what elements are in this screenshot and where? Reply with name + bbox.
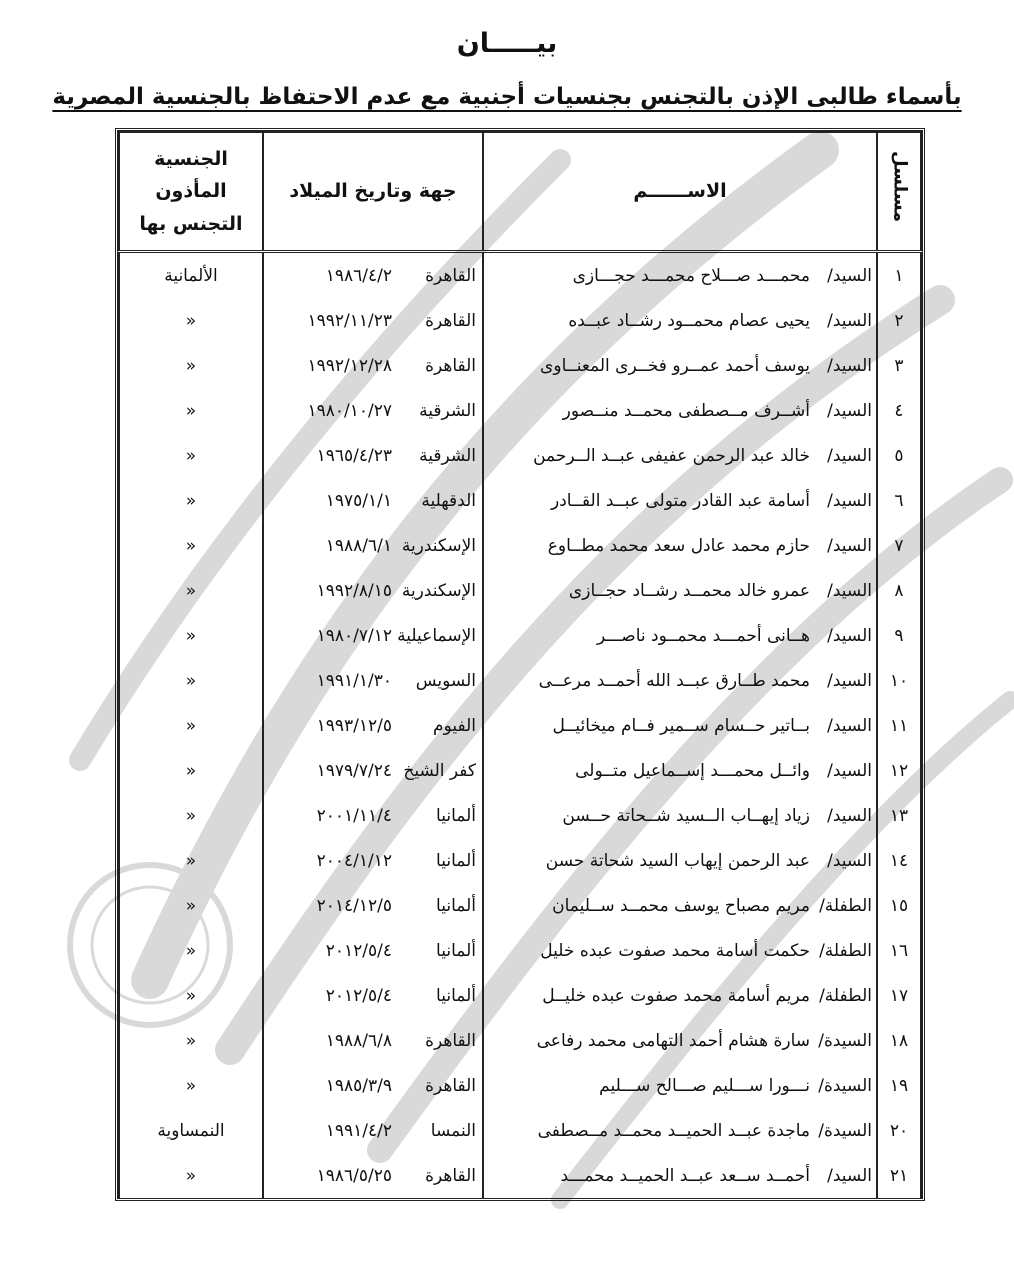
row-honorific: السيد/: [827, 850, 872, 871]
row-birth-date: ١٩٨٠/١٠/٢٧: [307, 400, 392, 421]
applicants-table: [115, 128, 925, 1201]
row-place-date-cell: [263, 252, 483, 299]
row-honorific: السيد/: [827, 670, 872, 691]
row-name: أحمــد ســعد عبــد الحميــد محمـــد: [560, 1165, 810, 1186]
row-honorific: السيد/: [827, 445, 872, 466]
row-place-date-cell: [263, 1063, 483, 1108]
row-name-cell: [483, 252, 877, 299]
row-place-date-cell: [263, 793, 483, 838]
row-honorific: السيد/: [827, 625, 872, 646]
row-honorific: السيد/: [827, 490, 872, 511]
row-birth-place: الإسكندرية: [401, 535, 476, 556]
row-birth-place: القاهرة: [425, 355, 476, 376]
table-header-row: [119, 132, 921, 252]
row-name: بــاتير حــسام ســمير فــام ميخائيــل: [552, 715, 810, 736]
row-place-date-cell: [263, 658, 483, 703]
row-name-cell: [483, 748, 877, 793]
table-row: [119, 703, 921, 748]
row-birth-date: ١٩٨٦/٤/٢: [325, 265, 392, 286]
row-birth-date: ١٩٩٢/١٢/٢٨: [307, 355, 392, 376]
row-serial: ٣: [877, 343, 921, 388]
row-serial: ١٥: [877, 883, 921, 928]
row-birth-date: ٢٠١٢/٥/٤: [325, 985, 392, 1006]
row-birth-date: ١٩٧٩/٧/٢٤: [316, 760, 392, 781]
row-nationality: «: [119, 658, 263, 703]
row-birth-date: ١٩٨٠/٧/١٢: [316, 625, 392, 646]
row-nationality: «: [119, 433, 263, 478]
row-nationality: «: [119, 1063, 263, 1108]
row-birth-date: ١٩٦٥/٤/٢٣: [316, 445, 392, 466]
row-place-date-cell: [263, 568, 483, 613]
row-serial: ١١: [877, 703, 921, 748]
row-birth-date: ٢٠٠٤/١/١٢: [316, 850, 392, 871]
table-row: [119, 883, 921, 928]
row-nationality: «: [119, 613, 263, 658]
row-nationality: «: [119, 343, 263, 388]
row-serial: ١٤: [877, 838, 921, 883]
row-birth-place: الدقهلية: [421, 490, 476, 511]
header-nationality: الجنسية المأذون التجنس بها: [119, 132, 263, 252]
row-birth-date: ١٩٨٨/٦/١: [325, 535, 392, 556]
row-place-date-cell: [263, 973, 483, 1018]
row-serial: ١: [877, 252, 921, 299]
row-serial: ٨: [877, 568, 921, 613]
row-name-cell: [483, 973, 877, 1018]
row-birth-date: ١٩٨٥/٣/٩: [325, 1075, 392, 1096]
table-row: [119, 1063, 921, 1108]
table-row: [119, 252, 921, 299]
row-name: حكمت أسامة محمد صفوت عبده خليل: [540, 940, 810, 961]
row-nationality: «: [119, 928, 263, 973]
row-place-date-cell: [263, 433, 483, 478]
row-place-date-cell: [263, 703, 483, 748]
row-nationality: «: [119, 388, 263, 433]
row-honorific: السيدة/: [818, 1120, 872, 1141]
row-nationality: «: [119, 838, 263, 883]
row-name: مريم أسامة محمد صفوت عبده خليــل: [542, 985, 810, 1006]
row-nationality: «: [119, 298, 263, 343]
row-birth-date: ١٩٩٢/١١/٢٣: [307, 310, 392, 331]
row-name-cell: [483, 928, 877, 973]
row-birth-place: القاهرة: [425, 1165, 476, 1186]
row-place-date-cell: [263, 1018, 483, 1063]
row-birth-place: ألمانيا: [436, 850, 476, 871]
row-birth-date: ١٩٩٣/١٢/٥: [316, 715, 392, 736]
row-serial: ٩: [877, 613, 921, 658]
row-honorific: السيدة/: [818, 1030, 872, 1051]
row-name-cell: [483, 793, 877, 838]
table-row: [119, 523, 921, 568]
row-name: أسامة عبد القادر متولى عبــد القــادر: [551, 490, 810, 511]
row-name: عبد الرحمن إيهاب السيد شحاتة حسن: [545, 850, 810, 871]
row-place-date-cell: [263, 1153, 483, 1198]
row-nationality: «: [119, 478, 263, 523]
row-place-date-cell: [263, 298, 483, 343]
row-place-date-cell: [263, 478, 483, 523]
row-serial: ٥: [877, 433, 921, 478]
row-birth-place: الشرقية: [419, 445, 476, 466]
table-row: [119, 1108, 921, 1153]
row-name-cell: [483, 703, 877, 748]
row-honorific: السيد/: [827, 265, 872, 286]
row-nationality: «: [119, 568, 263, 613]
row-birth-date: ١٩٨٨/٦/٨: [325, 1030, 392, 1051]
row-honorific: السيد/: [827, 535, 872, 556]
table-row: [119, 1153, 921, 1198]
row-serial: ٢١: [877, 1153, 921, 1198]
row-nationality: الألمانية: [119, 252, 263, 299]
row-name: محمد طــارق عبــد الله أحمــد مرعــى: [538, 670, 810, 691]
row-name-cell: [483, 433, 877, 478]
row-name-cell: [483, 523, 877, 568]
row-name-cell: [483, 1153, 877, 1198]
row-name-cell: [483, 658, 877, 703]
table-row: [119, 433, 921, 478]
row-birth-place: الإسماعيلية: [397, 625, 476, 646]
table-row: [119, 343, 921, 388]
row-honorific: السيد/: [827, 310, 872, 331]
row-birth-place: ألمانيا: [436, 895, 476, 916]
header-place-date: جهة وتاريخ الميلاد: [263, 132, 483, 252]
row-serial: ٧: [877, 523, 921, 568]
row-birth-date: ٢٠٠١/١١/٤: [316, 805, 392, 826]
row-serial: ١٠: [877, 658, 921, 703]
row-place-date-cell: [263, 838, 483, 883]
row-place-date-cell: [263, 523, 483, 568]
row-birth-place: الفيوم: [433, 715, 476, 736]
table-row: [119, 928, 921, 973]
row-birth-place: القاهرة: [425, 265, 476, 286]
table-row: [119, 388, 921, 433]
row-place-date-cell: [263, 613, 483, 658]
row-place-date-cell: [263, 883, 483, 928]
row-name-cell: [483, 298, 877, 343]
row-place-date-cell: [263, 1108, 483, 1153]
row-nationality: «: [119, 1153, 263, 1198]
table-row: [119, 478, 921, 523]
table-row: [119, 298, 921, 343]
row-birth-place: الشرقية: [419, 400, 476, 421]
row-birth-date: ٢٠١٤/١٢/٥: [316, 895, 392, 916]
row-name-cell: [483, 1018, 877, 1063]
row-name-cell: [483, 478, 877, 523]
row-name: نـــورا ســـليم صـــالح ســـليم: [599, 1075, 810, 1096]
row-honorific: السيد/: [827, 355, 872, 376]
row-name-cell: [483, 388, 877, 433]
row-name: زياد إيهــاب الــسيد شــحاتة حــسن: [562, 805, 810, 826]
row-birth-place: النمسا: [430, 1120, 476, 1141]
row-birth-date: ١٩٩١/٤/٢: [325, 1120, 392, 1141]
row-name-cell: [483, 1108, 877, 1153]
table-row: [119, 838, 921, 883]
row-birth-date: ٢٠١٢/٥/٤: [325, 940, 392, 961]
row-honorific: السيد/: [827, 580, 872, 601]
row-birth-date: ١٩٩١/١/٣٠: [316, 670, 392, 691]
row-name: عمرو خالد محمــد رشــاد حجــازى: [568, 580, 810, 601]
header-serial: مسلسل: [877, 132, 921, 252]
row-birth-place: الإسكندرية: [401, 580, 476, 601]
row-nationality: «: [119, 748, 263, 793]
row-place-date-cell: [263, 748, 483, 793]
table-row: [119, 613, 921, 658]
row-serial: ١٧: [877, 973, 921, 1018]
row-serial: ٤: [877, 388, 921, 433]
row-honorific: الطفلة/: [819, 895, 872, 916]
row-nationality: «: [119, 973, 263, 1018]
row-serial: ١٦: [877, 928, 921, 973]
row-serial: ٢: [877, 298, 921, 343]
row-nationality: «: [119, 523, 263, 568]
row-name-cell: [483, 613, 877, 658]
row-serial: ٢٠: [877, 1108, 921, 1153]
row-serial: ١٢: [877, 748, 921, 793]
row-birth-place: السويس: [415, 670, 476, 691]
row-honorific: السيد/: [827, 760, 872, 781]
row-nationality: النمساوية: [119, 1108, 263, 1153]
row-name: يحيى عصام محمــود رشــاد عبــده: [568, 310, 810, 331]
row-name: محمـــد صـــلاح محمـــد حجـــازى: [572, 265, 810, 286]
row-name: أشــرف مــصطفى محمــد منــصور: [562, 400, 810, 421]
row-birth-place: ألمانيا: [436, 985, 476, 1006]
row-nationality: «: [119, 883, 263, 928]
row-name-cell: [483, 343, 877, 388]
row-serial: ٦: [877, 478, 921, 523]
page-title: بيـــــان: [456, 28, 558, 59]
row-place-date-cell: [263, 388, 483, 433]
row-name-cell: [483, 883, 877, 928]
row-honorific: السيد/: [827, 400, 872, 421]
row-birth-place: القاهرة: [425, 310, 476, 331]
row-birth-place: كفر الشيخ: [403, 760, 476, 781]
row-nationality: «: [119, 793, 263, 838]
row-birth-date: ١٩٨٦/٥/٢٥: [316, 1165, 392, 1186]
row-birth-place: ألمانيا: [436, 805, 476, 826]
row-birth-date: ١٩٩٢/٨/١٥: [316, 580, 392, 601]
row-name-cell: [483, 568, 877, 613]
header-name: الاســــــم: [483, 132, 877, 252]
row-birth-place: القاهرة: [425, 1030, 476, 1051]
row-birth-place: ألمانيا: [436, 940, 476, 961]
table-row: [119, 793, 921, 838]
document-subtitle: بأسماء طالبى الإذن بالتجنس بجنسيات أجنبية مع عدم الاحتفاظ بالجنسية المصرية: [52, 84, 962, 110]
row-name: سارة هشام أحمد التهامى محمد رفاعى: [536, 1030, 810, 1051]
table-row: [119, 748, 921, 793]
row-nationality: «: [119, 703, 263, 748]
row-name-cell: [483, 1063, 877, 1108]
table-row: [119, 973, 921, 1018]
row-birth-place: القاهرة: [425, 1075, 476, 1096]
row-serial: ١٨: [877, 1018, 921, 1063]
table-row: [119, 1018, 921, 1063]
row-name: هــانى أحمـــد محمــود ناصـــر: [596, 625, 810, 646]
row-honorific: الطفلة/: [819, 940, 872, 961]
row-honorific: الطفلة/: [819, 985, 872, 1006]
row-place-date-cell: [263, 928, 483, 973]
row-serial: ١٣: [877, 793, 921, 838]
row-name: وائــل محمـــد إســماعيل متــولى: [575, 760, 810, 781]
table-row: [119, 568, 921, 613]
row-place-date-cell: [263, 343, 483, 388]
row-name: يوسف أحمد عمــرو فخــرى المعنــاوى: [540, 355, 810, 376]
table-row: [119, 658, 921, 703]
row-honorific: السيد/: [827, 805, 872, 826]
row-nationality: «: [119, 1018, 263, 1063]
row-honorific: السيد/: [827, 715, 872, 736]
row-name: ماجدة عبــد الحميــد محمــد مــصطفى: [537, 1120, 810, 1141]
row-serial: ١٩: [877, 1063, 921, 1108]
row-honorific: السيد/: [827, 1165, 872, 1186]
row-name-cell: [483, 838, 877, 883]
row-honorific: السيدة/: [818, 1075, 872, 1096]
row-birth-date: ١٩٧٥/١/١: [325, 490, 392, 511]
row-name: حازم محمد عادل سعد محمد مطــاوع: [547, 535, 810, 556]
row-name: خالد عبد الرحمن عفيفى عبــد الــرحمن: [533, 445, 810, 466]
row-name: مريم مصباح يوسف محمــد ســليمان: [552, 895, 810, 916]
